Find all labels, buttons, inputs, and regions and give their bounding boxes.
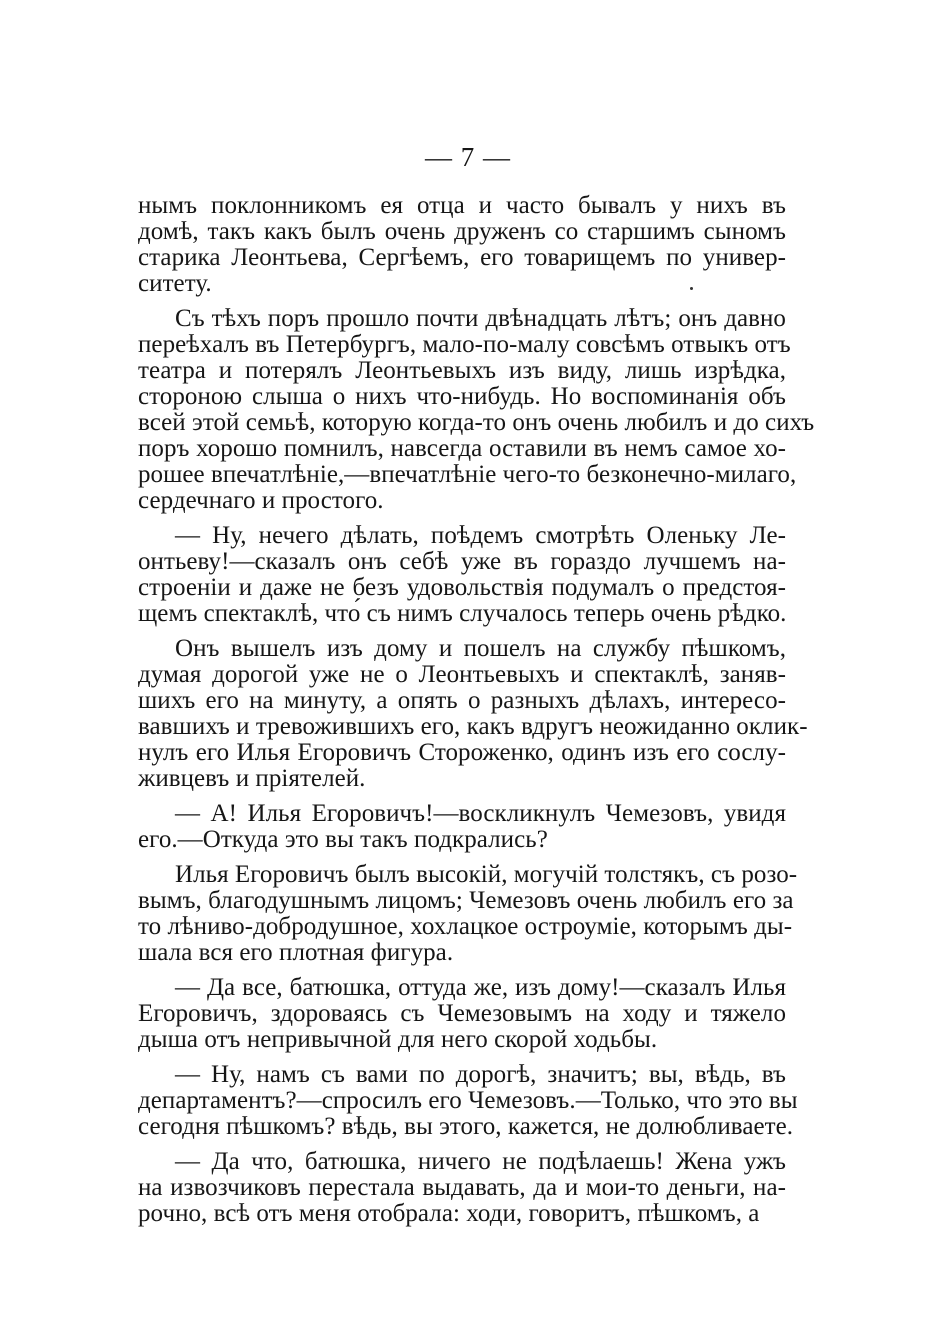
paragraph	[138, 523, 786, 627]
text-line: поръ хорошо помнилъ, навсегда оставили въ немъ самое хо-	[138, 435, 786, 462]
text-line: переѣхалъ въ Петербургъ, мало-по-малу совсѣмъ отвыкъ отъ	[138, 331, 791, 358]
text-line: щемъ спектаклѣ, что́ съ нимъ случалось теперь очень рѣдко.	[138, 600, 787, 627]
text-line: — Да что, батюшка, ничего не подѣлаешь! Жена ужъ	[175, 1148, 786, 1175]
text-line: живцевъ и пріятелей.	[138, 765, 366, 792]
text-line: вымъ, благодушнымъ лицомъ; Чемезовъ очень любилъ его за	[138, 887, 794, 914]
text-line: его.—Откуда это вы такъ подкрались?	[138, 826, 548, 853]
text-line: рочно, всѣ отъ меня отобрала: ходи, говоритъ, пѣшкомъ, а	[138, 1200, 760, 1227]
text-line: — А! Илья Егоровичъ!—воскликнулъ Чемезовъ, увидя	[175, 800, 786, 827]
print-speck	[690, 287, 693, 290]
text-line: шихъ его на минуту, а опять о разныхъ дѣлахъ, интересо-	[138, 687, 786, 714]
text-line: всей этой семьѣ, которую когда-то онъ очень любилъ и до сихъ	[138, 409, 815, 436]
text-line: театра и потерялъ Леонтьевыхъ изъ виду, лишь изрѣдка,	[138, 357, 786, 384]
text-line: Егоровичъ, здороваясь съ Чемезовымъ на ходу и тяжело	[138, 1000, 786, 1027]
text-line: дыша отъ непривычной для него скорой ходьбы.	[138, 1026, 658, 1053]
text-line: департаментъ?—спросилъ его Чемезовъ.—Только, что это вы	[138, 1087, 798, 1114]
paragraph	[138, 861, 798, 966]
text-line: сердечнаго и простого.	[138, 487, 384, 514]
text-line: думая дорогой уже не о Леонтьевыхъ и спектаклѣ, заняв-	[138, 661, 786, 688]
text-line: рошее впечатлѣніе,—впечатлѣніе чего-то безконечно-милаго,	[138, 461, 797, 488]
text-line: сегодня пѣшкомъ? вѣдь, вы этого, кажется, не долюбливаете.	[138, 1113, 794, 1140]
paragraph	[138, 635, 808, 792]
text-line: строеніи и даже не безъ удовольствія подумалъ о предстоя-	[138, 574, 786, 601]
paragraph	[138, 193, 786, 297]
text-line: шала вся его плотная фигура.	[138, 939, 454, 966]
page-body-text	[138, 192, 815, 1227]
paragraph	[138, 801, 786, 853]
text-line: нулъ его Илья Егоровичъ Стороженко, одинъ изъ его сослу-	[138, 739, 786, 766]
text-line: — Ну, намъ съ вами по дорогѣ, значитъ; вы, вѣдь, въ	[175, 1061, 786, 1088]
paragraph	[138, 1149, 786, 1227]
text-line: домѣ, такъ какъ былъ очень друженъ со старшимъ сыномъ	[138, 218, 786, 245]
paragraph	[138, 305, 815, 514]
text-line: нымъ поклонникомъ ея отца и часто бывалъ у нихъ въ	[138, 192, 786, 219]
text-line: Онъ вышелъ изъ дому и пошелъ на службу пѣшкомъ,	[175, 635, 786, 662]
text-line: старика Леонтьева, Сергѣемъ, его товарищемъ по универ-	[138, 244, 786, 271]
text-line: ситету.	[138, 270, 212, 297]
text-line: стороною слыша о нихъ что-нибудь. Но воспоминанія объ	[138, 383, 786, 410]
text-line: на извозчиковъ перестала выдавать, да и мои-то деньги, на-	[138, 1174, 786, 1201]
paragraph	[138, 1061, 798, 1140]
text-line: то лѣниво-добродушное, хохлацкое остроуміе, которымъ ды-	[138, 913, 793, 940]
text-line: — Да все, батюшка, оттуда же, изъ дому!—сказалъ Илья	[175, 974, 786, 1001]
text-line: Съ тѣхъ поръ прошло почти двѣнадцать лѣтъ; онъ давно	[175, 305, 786, 332]
text-line: Илья Егоровичъ былъ высокій, могучій толстякъ, съ розо-	[175, 861, 798, 888]
page-number: — 7 —	[425, 142, 511, 172]
text-line: онтьеву!—сказалъ онъ себѣ уже въ гораздо лучшемъ на-	[138, 548, 786, 575]
paragraph	[138, 975, 786, 1053]
text-line: вавшихъ и тревожившихъ его, какъ вдругъ неожиданно оклик-	[138, 713, 808, 740]
text-line: — Ну, нечего дѣлать, поѣдемъ смотрѣть Оленьку Ле-	[175, 522, 786, 549]
